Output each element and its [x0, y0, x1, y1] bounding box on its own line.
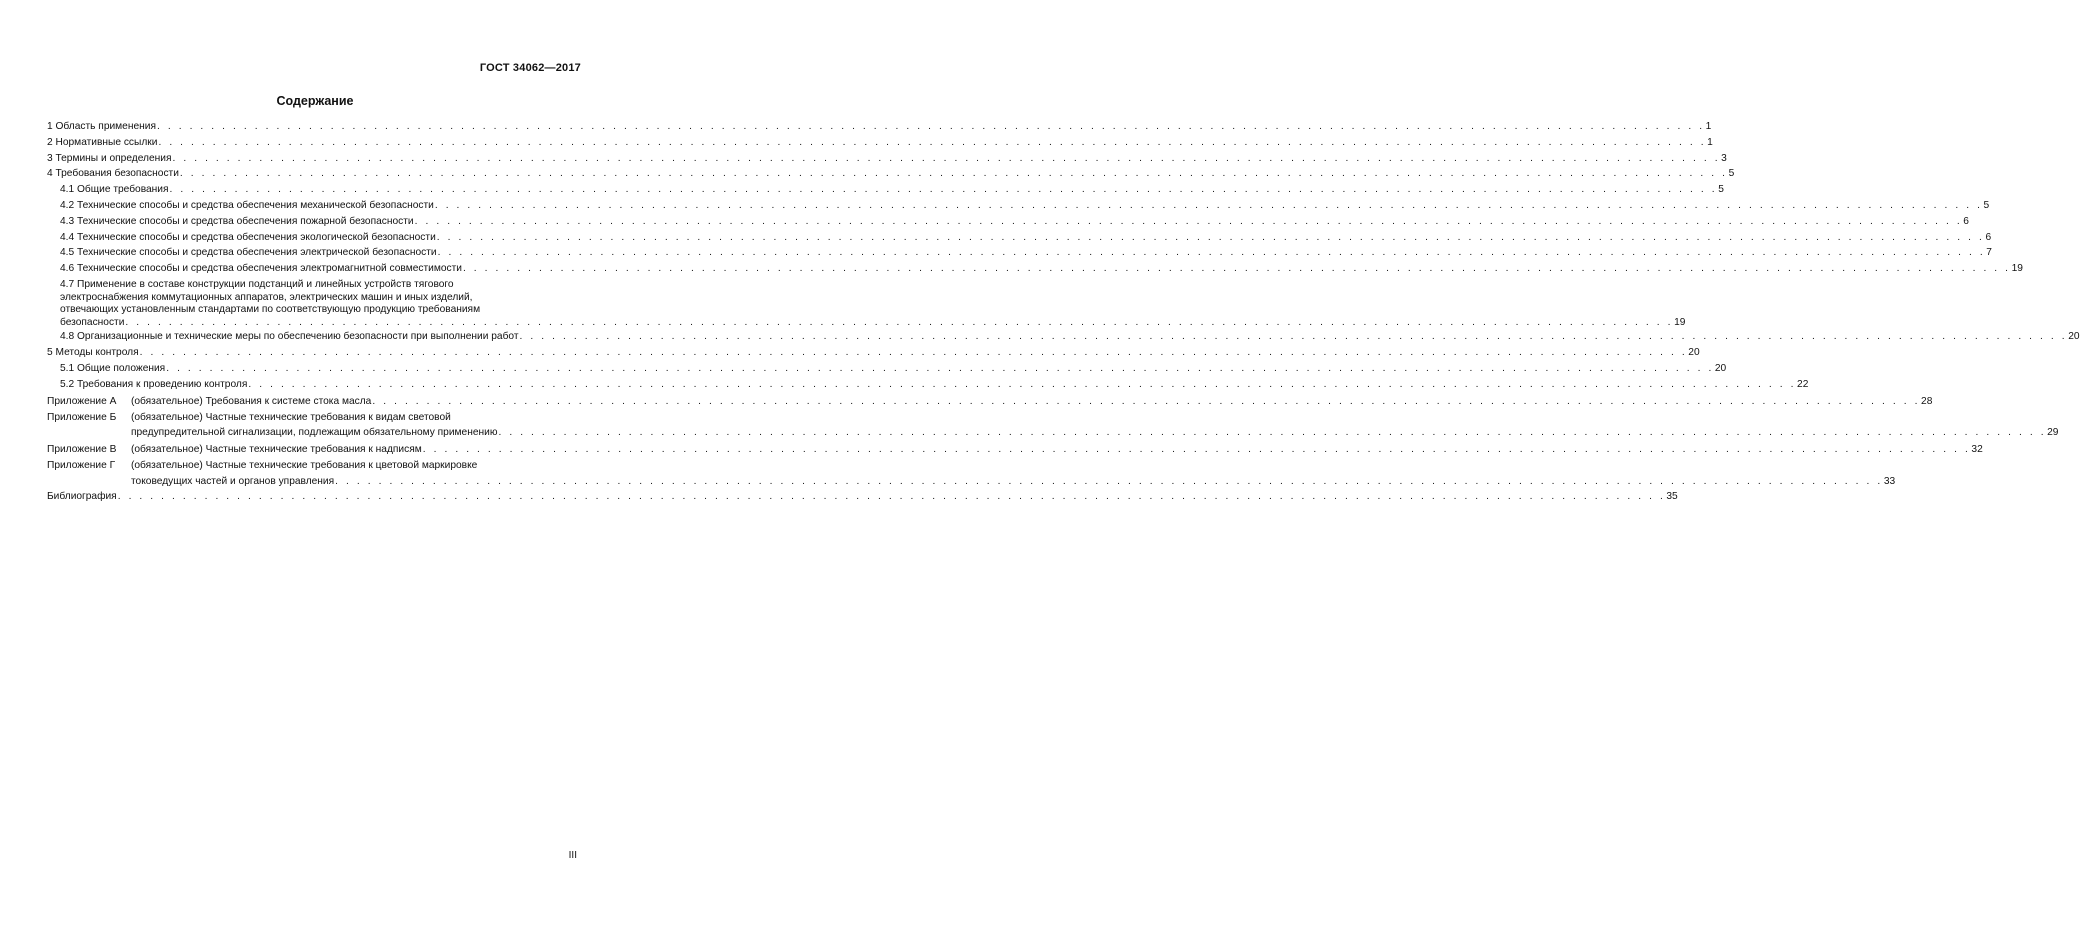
toc-label: (обязательное) Частные технические требования к надписям [131, 443, 422, 455]
appendix-prefix: Приложение А [47, 395, 117, 407]
toc-appendix-g[interactable] [47, 458, 1896, 489]
toc-entry[interactable] [47, 166, 1735, 182]
toc-leader: . . . . . . . . . . . . . . . . . . . . . . . . . . . . . . . . . . . . . . . . . . . . . . . . . . . . . . . . . . . . . . . . . . . . . . . . . . . . . . . . . . . . . . . . . . . . . . . . . . . . . . . . . . . . . . . . . . . . . . . . . . . . . . . . . . . . . . . . . . . . . . . [498, 427, 2047, 439]
toc-appendix-v[interactable] [47, 442, 1983, 457]
toc-label: 4 Требования безопасности [47, 168, 179, 180]
toc-leader: . . . . . . . . . . . . . . . . . . . . . . . . . . . . . . . . . . . . . . . . . . . . . . . . . . . . . . . . . . . . . . . . . . . . . . . . . . . . . . . . . . . . . . . . . . . . . . . . . . . . . . . . . . . . . . . . . . . . . . . . . . . . . . . . . . . . . . . . . . . . . . . [519, 331, 2068, 343]
toc-entry[interactable] [47, 135, 1713, 151]
toc-page: 19 [2011, 263, 2023, 275]
appendix-prefix: Приложение В [47, 443, 117, 455]
toc-page: 1 [1705, 121, 1712, 132]
toc-label: 4.4 Технические способы и средства обеспечения экологической безопасности [60, 231, 436, 243]
toc-entry[interactable] [47, 230, 1992, 246]
toc-label: 3 Термины и определения [47, 152, 172, 164]
toc-label: 4.5 Технические способы и средства обеспечения электрической безопасности [60, 247, 437, 259]
toc-label: токоведущих частей и органов управления [131, 475, 335, 487]
toc-entry[interactable] [47, 151, 1727, 167]
toc-page: 20 [2068, 331, 2080, 343]
toc-label: 5.1 Общие положения [60, 362, 166, 374]
toc-page: 20 [1714, 362, 1727, 374]
toc-leader: . . . . . . . . . . . . . . . . . . . . . . . . . . . . . . . . . . . . . . . . . . . . . . . . . . . . . . . . . . . . . . . . . . . . . . . . . . . . . . . . . . . . . . . . . . . . . . . . . . . . . . . . . . . . . . . . . . . . . . . . . . . . . . . . . . . . . . . . . . . . . . . [156, 121, 1705, 132]
toc-leader: . . . . . . . . . . . . . . . . . . . . . . . . . . . . . . . . . . . . . . . . . . . . . . . . . . . . . . . . . . . . . . . . . . . . . . . . . . . . . . . . . . . . . . . . . . . . . . . . . . . . . . . . . . . . . . . . . . . . . . . . . . . . . . . . . . . . . . . . . . . . . . . [169, 184, 1718, 196]
toc-leader: . . . . . . . . . . . . . . . . . . . . . . . . . . . . . . . . . . . . . . . . . . . . . . . . . . . . . . . . . . . . . . . . . . . . . . . . . . . . . . . . . . . . . . . . . . . . . . . . . . . . . . . . . . . . . . . . . . . . . . . . . . . . . . . . . . . . . . . . . . . . . . . [166, 362, 1714, 374]
toc-label: 2 Нормативные ссылки [47, 136, 158, 148]
toc-leader: . . . . . . . . . . . . . . . . . . . . . . . . . . . . . . . . . . . . . . . . . . . . . . . . . . . . . . . . . . . . . . . . . . . . . . . . . . . . . . . . . . . . . . . . . . . . . . . . . . . . . . . . . . . . . . . . . . . . . . . . . . . . . . . . . . . . . . . . . . . . . . . [422, 443, 1971, 455]
toc-entry[interactable] [47, 119, 1712, 135]
toc-entry[interactable] [47, 329, 2080, 345]
toc-entry[interactable] [47, 361, 1727, 377]
toc-leader: . . . . . . . . . . . . . . . . . . . . . . . . . . . . . . . . . . . . . . . . . . . . . . . . . . . . . . . . . . . . . . . . . . . . . . . . . . . . . . . . . . . . . . . . . . . . . . . . . . . . . . . . . . . . . . . . . . . . . . . . . . . . . . . . . . . . . . . . . . . . . . . [437, 247, 1986, 259]
toc-page: 5 [1718, 184, 1724, 196]
toc-appendix-b[interactable] [47, 410, 2059, 441]
toc-label: 4.1 Общие требования [60, 184, 169, 196]
toc-label: 4.3 Технические способы и средства обеспечения пожарной безопасности [60, 215, 414, 227]
toc-page: 6 [1985, 231, 1992, 243]
toc-label: безопасности [60, 316, 125, 328]
table-of-contents [47, 119, 2080, 505]
page-title: Содержание [276, 94, 354, 108]
toc-label: (обязательное) Требования к системе стока масла [131, 395, 372, 407]
toc-label: предупредительной сигнализации, подлежащим обязательному применению [131, 427, 498, 439]
toc-leader: . . . . . . . . . . . . . . . . . . . . . . . . . . . . . . . . . . . . . . . . . . . . . . . . . . . . . . . . . . . . . . . . . . . . . . . . . . . . . . . . . . . . . . . . . . . . . . . . . . . . . . . . . . . . . . . . . . . . . . . . . . . . . . . . . . . . . . . . . . . . . . . [125, 316, 1674, 328]
toc-page: 5 [1728, 168, 1735, 180]
toc-appendix-line [131, 425, 2059, 440]
appendix-prefix: Приложение Б [47, 411, 117, 423]
toc-leader: . . . . . . . . . . . . . . . . . . . . . . . . . . . . . . . . . . . . . . . . . . . . . . . . . . . . . . . . . . . . . . . . . . . . . . . . . . . . . . . . . . . . . . . . . . . . . . . . . . . . . . . . . . . . . . . . . . . . . . . . . . . . . . . . . . . . . . . . . . . . . . . [335, 475, 1883, 487]
toc-leader: . . . . . . . . . . . . . . . . . . . . . . . . . . . . . . . . . . . . . . . . . . . . . . . . . . . . . . . . . . . . . . . . . . . . . . . . . . . . . . . . . . . . . . . . . . . . . . . . . . . . . . . . . . . . . . . . . . . . . . . . . . . . . . . . . . . . . . . . . . . . . . . [158, 136, 1707, 148]
toc-page: 29 [2047, 427, 2059, 439]
appendix-prefix: Приложение Г [47, 460, 116, 472]
toc-leader: . . . . . . . . . . . . . . . . . . . . . . . . . . . . . . . . . . . . . . . . . . . . . . . . . . . . . . . . . . . . . . . . . . . . . . . . . . . . . . . . . . . . . . . . . . . . . . . . . . . . . . . . . . . . . . . . . . . . . . . . . . . . . . . . . . . . . . . . . . . . . . . [248, 378, 1797, 390]
toc-entry[interactable] [47, 261, 2023, 277]
toc-page: 5 [1983, 199, 1990, 211]
toc-entry[interactable] [47, 345, 1700, 361]
document-code: ГОСТ 34062—2017 [479, 62, 581, 74]
toc-entry[interactable] [47, 198, 1990, 214]
toc-label-line: (обязательное) Частные технические требования к цветовой маркировке [131, 460, 478, 472]
toc-page: 35 [1666, 490, 1678, 502]
toc-entry[interactable] [47, 245, 1992, 261]
toc-label: 4.8 Организационные и технические меры по обеспечению безопасности при выполнении работ [60, 331, 519, 343]
toc-leader: . . . . . . . . . . . . . . . . . . . . . . . . . . . . . . . . . . . . . . . . . . . . . . . . . . . . . . . . . . . . . . . . . . . . . . . . . . . . . . . . . . . . . . . . . . . . . . . . . . . . . . . . . . . . . . . . . . . . . . . . . . . . . . . . . . . . . . . . . . . . . . . [434, 199, 1983, 211]
toc-page: 3 [1721, 152, 1727, 164]
toc-page: 1 [1707, 136, 1713, 148]
toc-entry[interactable] [47, 182, 1724, 198]
toc-label: 5.2 Требования к проведению контроля [60, 378, 248, 390]
toc-entry[interactable] [47, 489, 1678, 505]
toc-entry-multiline[interactable] [47, 277, 1686, 329]
toc-label: 4.6 Технические способы и средства обеспечения электромагнитной совместимости [60, 263, 462, 275]
toc-label: Библиография [47, 490, 117, 502]
toc-label: 5 Методы контроля [47, 347, 139, 359]
toc-label: 4.2 Технические способы и средства обеспечения механической безопасности [60, 199, 434, 211]
toc-appendix-line [131, 442, 1983, 457]
toc-page: 20 [1688, 347, 1700, 359]
toc-page: 22 [1797, 378, 1809, 390]
toc-label-line: отвечающих установленным стандартами по соответствующую продукцию требованиям [60, 304, 481, 316]
toc-entry[interactable] [47, 377, 1809, 393]
toc-page: 32 [1971, 443, 1983, 455]
toc-leader: . . . . . . . . . . . . . . . . . . . . . . . . . . . . . . . . . . . . . . . . . . . . . . . . . . . . . . . . . . . . . . . . . . . . . . . . . . . . . . . . . . . . . . . . . . . . . . . . . . . . . . . . . . . . . . . . . . . . . . . . . . . . . . . . . . . . . . . . . . . . . . . [179, 168, 1728, 180]
toc-leader: . . . . . . . . . . . . . . . . . . . . . . . . . . . . . . . . . . . . . . . . . . . . . . . . . . . . . . . . . . . . . . . . . . . . . . . . . . . . . . . . . . . . . . . . . . . . . . . . . . . . . . . . . . . . . . . . . . . . . . . . . . . . . . . . . . . . . . . . . . . . . . . [172, 152, 1721, 164]
toc-last-line [60, 316, 1686, 330]
toc-label-line: электроснабжения коммутационных аппаратов, электрических машин и иных изделий, [60, 291, 473, 303]
toc-leader: . . . . . . . . . . . . . . . . . . . . . . . . . . . . . . . . . . . . . . . . . . . . . . . . . . . . . . . . . . . . . . . . . . . . . . . . . . . . . . . . . . . . . . . . . . . . . . . . . . . . . . . . . . . . . . . . . . . . . . . . . . . . . . . . . . . . . . . . . . . . . . . [462, 263, 2011, 275]
toc-appendix-a[interactable] [47, 394, 1933, 409]
toc-entry[interactable] [47, 214, 1969, 230]
page-number: III [568, 850, 577, 861]
toc-page: 6 [1963, 215, 1969, 227]
toc-appendix-line [131, 474, 1896, 489]
toc-leader: . . . . . . . . . . . . . . . . . . . . . . . . . . . . . . . . . . . . . . . . . . . . . . . . . . . . . . . . . . . . . . . . . . . . . . . . . . . . . . . . . . . . . . . . . . . . . . . . . . . . . . . . . . . . . . . . . . . . . . . . . . . . . . . . . . . . . . . . . . . . . . . [436, 231, 1985, 243]
toc-page: 28 [1921, 395, 1933, 407]
toc-page: 33 [1883, 475, 1896, 487]
toc-leader: . . . . . . . . . . . . . . . . . . . . . . . . . . . . . . . . . . . . . . . . . . . . . . . . . . . . . . . . . . . . . . . . . . . . . . . . . . . . . . . . . . . . . . . . . . . . . . . . . . . . . . . . . . . . . . . . . . . . . . . . . . . . . . . . . . . . . . . . . . . . . . . [372, 395, 1921, 407]
toc-label-line: (обязательное) Частные технические требования к видам световой [131, 411, 451, 423]
toc-page: 7 [1986, 247, 1992, 259]
toc-appendix-line [131, 394, 1933, 409]
toc-leader: . . . . . . . . . . . . . . . . . . . . . . . . . . . . . . . . . . . . . . . . . . . . . . . . . . . . . . . . . . . . . . . . . . . . . . . . . . . . . . . . . . . . . . . . . . . . . . . . . . . . . . . . . . . . . . . . . . . . . . . . . . . . . . . . . . . . . . . . . . . . . . . [139, 347, 1688, 359]
toc-leader: . . . . . . . . . . . . . . . . . . . . . . . . . . . . . . . . . . . . . . . . . . . . . . . . . . . . . . . . . . . . . . . . . . . . . . . . . . . . . . . . . . . . . . . . . . . . . . . . . . . . . . . . . . . . . . . . . . . . . . . . . . . . . . . . . . . . . . . . . . . . . . . [117, 490, 1666, 502]
toc-leader: . . . . . . . . . . . . . . . . . . . . . . . . . . . . . . . . . . . . . . . . . . . . . . . . . . . . . . . . . . . . . . . . . . . . . . . . . . . . . . . . . . . . . . . . . . . . . . . . . . . . . . . . . . . . . . . . . . . . . . . . . . . . . . . . . . . . . . . . . . . . . . . [414, 215, 1963, 227]
toc-page: 19 [1674, 316, 1686, 328]
toc-label-line: 4.7 Применение в составе конструкции подстанций и линейных устройств тягового [60, 278, 454, 290]
toc-label: 1 Область применения [47, 121, 156, 132]
